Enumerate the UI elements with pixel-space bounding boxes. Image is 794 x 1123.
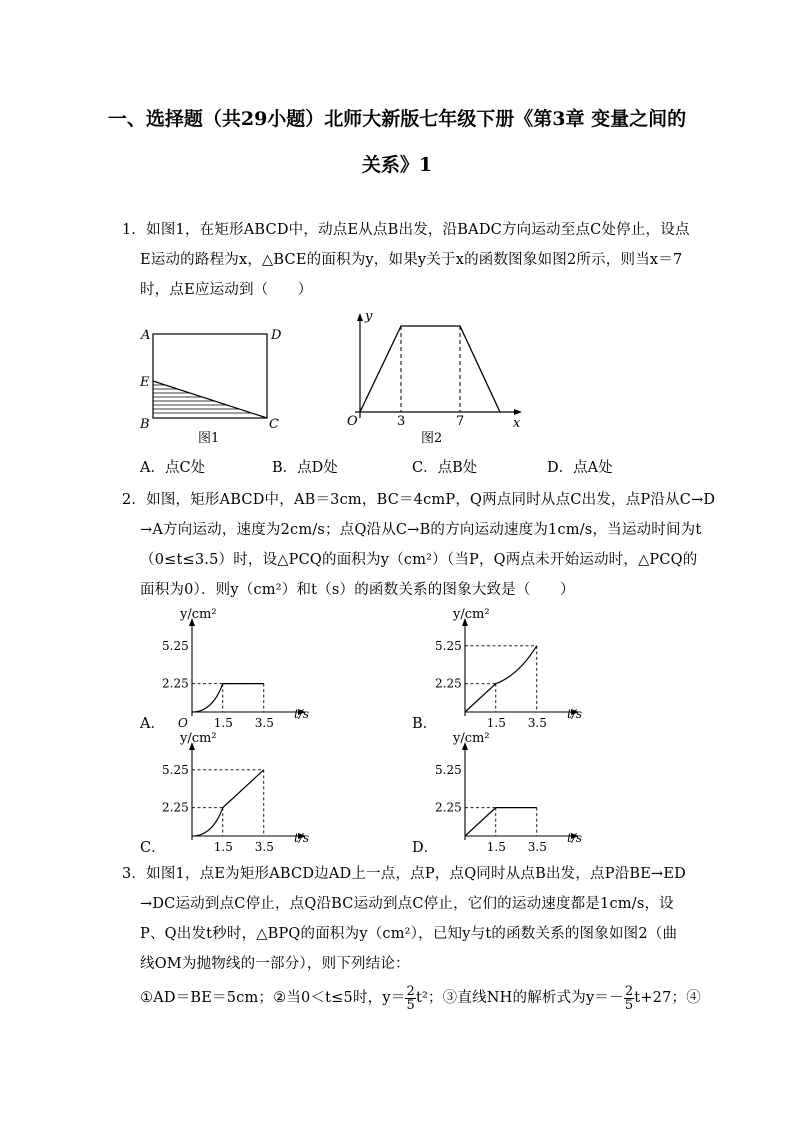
q2-graph-a-y-label: y/cm² bbox=[180, 607, 217, 622]
q2-line-3: （0≤t≤3.5）时，设△PCQ的面积为y（cm²）（当P，Q两点未开始运动时，△PCQ的 bbox=[140, 552, 698, 568]
q2-option-a[interactable]: A． bbox=[140, 716, 165, 732]
q2-graph-d-x-label: t/s bbox=[567, 831, 583, 845]
q3-frac2-den: 5 bbox=[624, 997, 634, 1013]
q1-fig2-caption: 图2 bbox=[421, 431, 443, 446]
q2-graph-c-tick-5-25: 5.25 bbox=[162, 762, 189, 777]
q3-frac2-num: 2 bbox=[624, 983, 634, 999]
q1-fig2-tick-3: 3 bbox=[397, 414, 406, 429]
q2-graph-a-x-label: t/s bbox=[294, 707, 310, 721]
q2-graph-c-tick-3-5: 3.5 bbox=[254, 840, 274, 854]
q3-line-2: →DC运动到点C停止，点Q沿BC运动到点C停止，它们的运动速度都是1cm/s，设 bbox=[140, 896, 674, 912]
q1-option-a[interactable]: A．点C处 bbox=[140, 460, 206, 476]
q1-line-1: 1．如图1，在矩形ABCD中，动点E从点B出发，沿BADC方向运动至点C处停止，设点 bbox=[122, 222, 690, 238]
q2-graph-c-y-label: y/cm² bbox=[180, 731, 217, 746]
q2-option-c[interactable]: C． bbox=[140, 840, 166, 856]
q3-line-3: P、Q出发t秒时，△BPQ的面积为y（cm²），已知y与t的函数关系的图象如图2（曲 bbox=[140, 926, 678, 942]
q2-graph-b-tick-2-25: 2.25 bbox=[435, 676, 462, 691]
q1-fig2-label-x: x bbox=[513, 416, 521, 431]
q2-graph-a-tick-3-5: 3.5 bbox=[254, 716, 274, 730]
q1-line-2: E运动的路程为x，△BCE的面积为y，如果y关于x的函数图象如图2所示，则当x＝7 bbox=[140, 252, 683, 268]
q1-label-B: B bbox=[140, 417, 150, 432]
q1-fig2-tick-7: 7 bbox=[456, 414, 465, 429]
q3-frac1-num: 2 bbox=[406, 983, 415, 999]
q1-label-E: E bbox=[140, 375, 150, 390]
q2-graph-c-curve bbox=[192, 770, 264, 836]
q2-graph-a-curve-solid bbox=[192, 684, 264, 712]
q2-graph-b-tick-3-5: 3.5 bbox=[527, 716, 547, 730]
q1-label-A: A bbox=[141, 328, 151, 343]
q3-frac1-den: 5 bbox=[406, 997, 415, 1013]
q2-graph-a-tick-2-25: 2.25 bbox=[162, 676, 189, 691]
q3-line-5 bbox=[140, 980, 701, 1016]
q3-line-4: 线OM为抛物线的一部分），则下列结论： bbox=[140, 956, 410, 972]
q1-fig2-label-y: y bbox=[365, 309, 373, 324]
q2-graph-d-curve bbox=[465, 808, 537, 836]
q2-graph-b-y-label: y/cm² bbox=[453, 607, 490, 622]
q2-graph-a-origin-label: O bbox=[178, 716, 188, 730]
q3-conclusion-part3: t+27；④ bbox=[634, 990, 701, 1006]
q3-fraction-1 bbox=[405, 985, 415, 1012]
q2-graph-a-tick-1-5: 1.5 bbox=[213, 716, 233, 730]
q1-label-D: D bbox=[271, 328, 282, 343]
q2-graph-c-tick-1-5: 1.5 bbox=[213, 840, 233, 854]
q3-fraction-2 bbox=[624, 985, 634, 1012]
q2-graph-d-y-label: y/cm² bbox=[453, 731, 490, 746]
q2-line-2: →A方向运动，速度为2cm/s；点Q沿从C→B的方向运动速度为1cm/s，当运动时间为t bbox=[140, 522, 702, 538]
q3-conclusion-part1: ①AD＝BE＝5cm；②当0＜t≤5时，y＝ bbox=[140, 990, 406, 1006]
q2-graph-c-x-label: t/s bbox=[294, 831, 310, 845]
page-title-line-1: 一、选择题（共29小题）北师大新版七年级下册《第3章 变量之间的 bbox=[107, 108, 687, 130]
q3-line-1: 3．如图1，点E为矩形ABCD边AD上一点，点P，点Q同时从点B出发，点P沿BE→ED bbox=[122, 866, 687, 882]
q2-graph-d-tick-3-5: 3.5 bbox=[527, 840, 547, 854]
q1-option-c[interactable]: C．点B处 bbox=[412, 460, 478, 476]
q3-conclusion-part2: t²；③直线NH的解析式为y＝－ bbox=[415, 990, 624, 1006]
q2-graph-d-tick-5-25: 5.25 bbox=[435, 762, 462, 777]
q2-graph-c-tick-2-25: 2.25 bbox=[162, 800, 189, 815]
q1-option-b[interactable]: B．点D处 bbox=[272, 460, 338, 476]
q2-graph-a-tick-5-25: 5.25 bbox=[162, 638, 189, 653]
q2-line-4: 面积为0）．则y（cm²）和t（s）的函数关系的图象大致是（ ） bbox=[140, 582, 575, 598]
q1-fig1-caption: 图1 bbox=[198, 431, 220, 446]
q1-label-C: C bbox=[269, 417, 279, 432]
q2-graph-d-tick-2-25: 2.25 bbox=[435, 800, 462, 815]
q2-graph-b-x-label: t/s bbox=[567, 707, 583, 721]
page-title-line-2: 关系》1 bbox=[361, 154, 433, 176]
q2-graph-d-tick-1-5: 1.5 bbox=[486, 840, 506, 854]
q2-option-d[interactable]: D． bbox=[412, 840, 439, 856]
q2-graph-b-tick-5-25: 5.25 bbox=[435, 638, 462, 653]
q1-option-d[interactable]: D．点A处 bbox=[547, 460, 613, 476]
q2-option-b[interactable]: B． bbox=[412, 716, 438, 732]
q2-graph-b-tick-1-5: 1.5 bbox=[486, 716, 506, 730]
q2-line-1: 2．如图，矩形ABCD中，AB＝3cm，BC＝4cmP，Q两点同时从点C出发，点P沿从C→D bbox=[122, 492, 716, 508]
q1-fig2-label-O: O bbox=[347, 414, 358, 429]
q2-graph-b-curve bbox=[465, 646, 537, 712]
q1-line-3: 时，点E应运动到（ ） bbox=[140, 282, 313, 298]
